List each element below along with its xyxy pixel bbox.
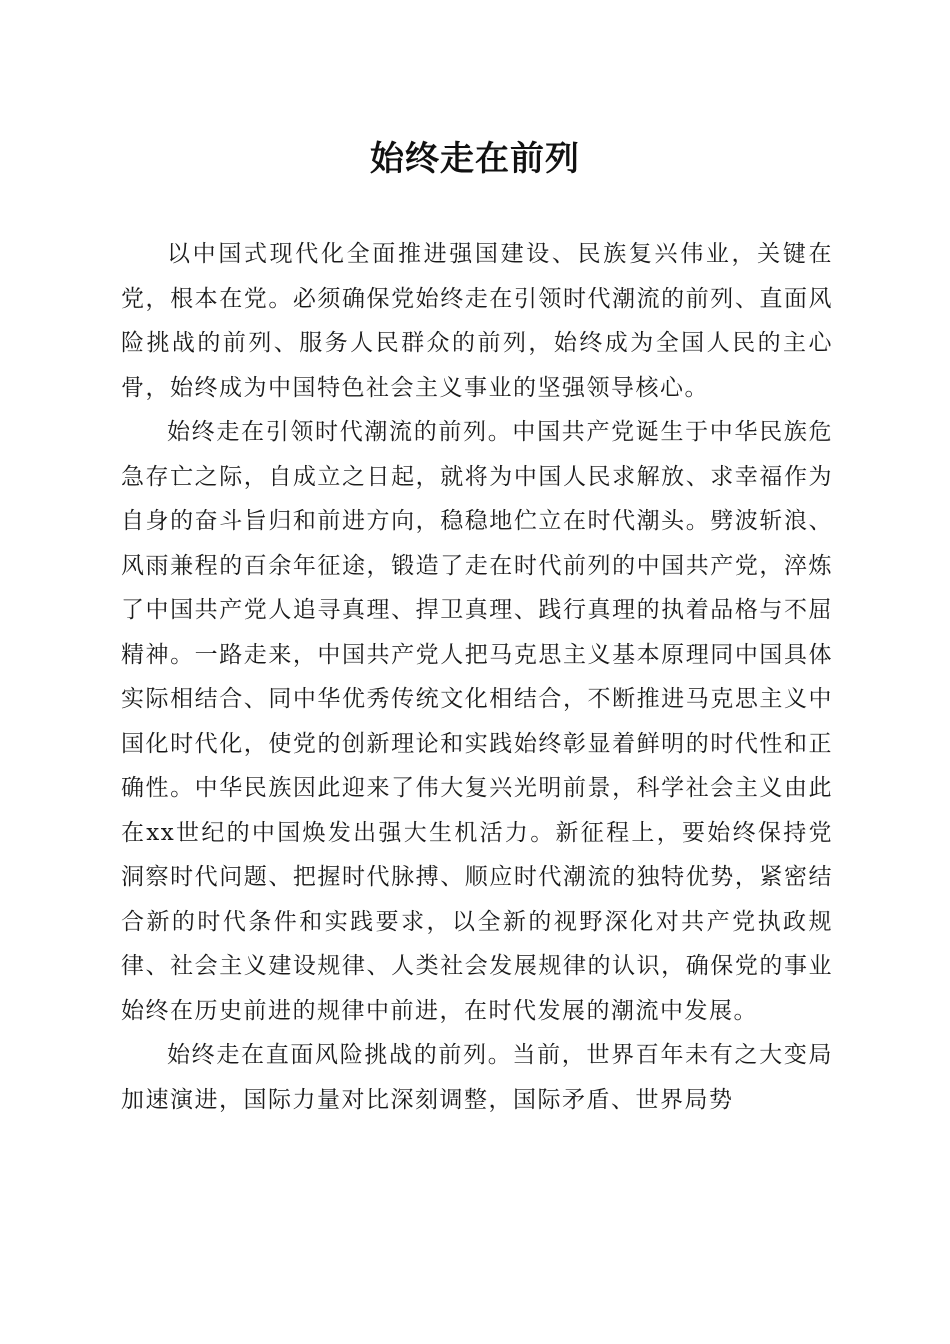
paragraph-leading-trends: 始终走在引领时代潮流的前列。中国共产党诞生于中华民族危急存亡之际，自成立之日起，就将为中国人民求解放、求幸福作为自身的奋斗旨归和前进方向，稳稳地伫立在时代潮头。劈波斩浪、风雨兼程的百余年征途，锻造了走在时代前列的中国共产党，淬炼了中国共产党人追寻真理、捍卫真理、践行真理的执着品格与不屈精神。一路走来，中国共产党人把马克思主义基本原理同中国具体实际相结合、同中华优秀传统文化相结合，不断推进马克思主义中国化时代化，使党的创新理论和实践始终彰显着鲜明的时代性和正确性。中华民族因此迎来了伟大复兴光明前景，科学社会主义由此在xx世纪的中国焕发出强大生机活力。新征程上，要始终保持党洞察时代问题、把握时代脉搏、顺应时代潮流的独特优势，紧密结合新的时代条件和实践要求，以全新的视野深化对共产党执政规律、社会主义建设规律、人类社会发展规律的认识，确保党的事业始终在历史前进的规律中前进，在时代发展的潮流中发展。 bbox=[121, 419, 833, 1024]
paragraph-intro: 以中国式现代化全面推进强国建设、民族复兴伟业，关键在党，根本在党。必须确保党始终走在引领时代潮流的前列、直面风险挑战的前列、服务人民群众的前列，始终成为全国人民的主心骨，始终成为中国特色社会主义事业的坚强领导核心。 bbox=[121, 241, 833, 401]
document-title: 始终走在前列 bbox=[370, 139, 580, 179]
document-body bbox=[121, 232, 833, 1122]
paragraph-facing-risks: 始终走在直面风险挑战的前列。当前，世界百年未有之大变局加速演进，国际力量对比深刻调整，国际矛盾、世界局势 bbox=[121, 1042, 833, 1113]
